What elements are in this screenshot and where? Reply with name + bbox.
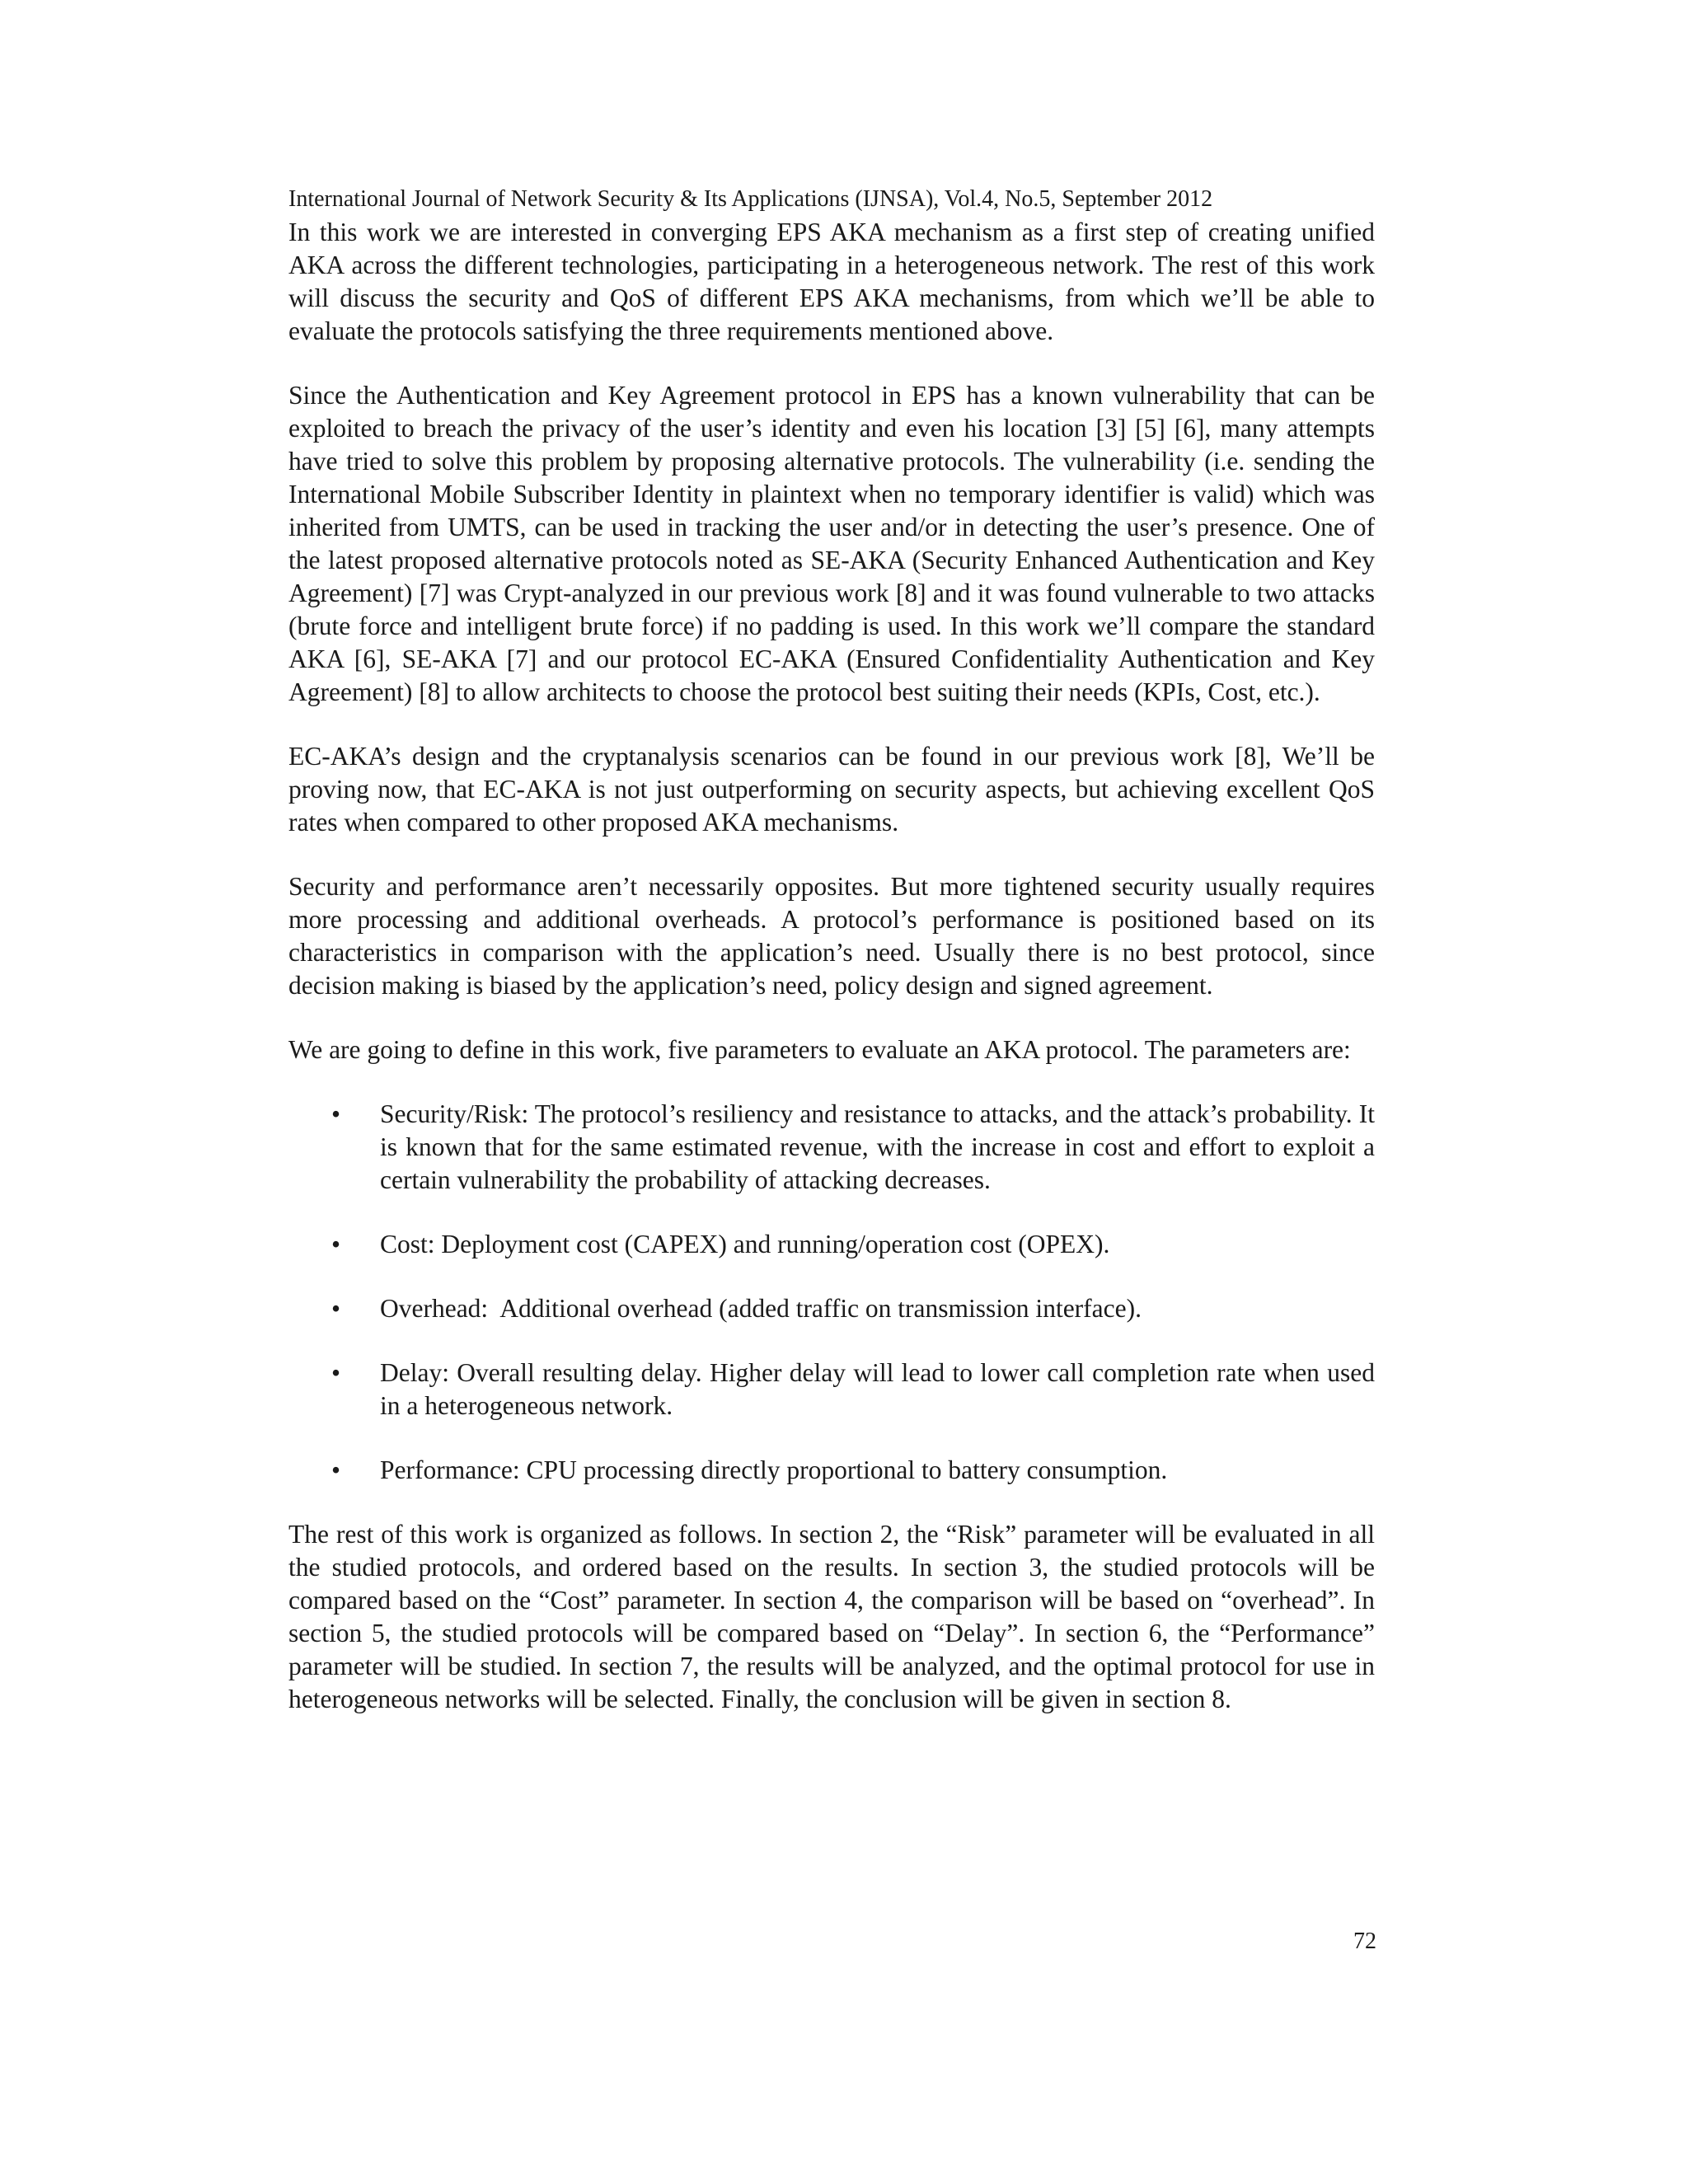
list-item bbox=[288, 1228, 1375, 1261]
paragraph-intro: In this work we are interested in converging EPS AKA mechanism as a first step of creating unified AKA across the different technologies, participating in a heterogeneous network. The rest of this work will discuss the security and QoS of different EPS AKA mechanisms, from which we’ll be able to evaluate the protocols satisfying the three requirements mentioned above. bbox=[288, 218, 1375, 345]
paragraph-security-performance: Security and performance aren’t necessarily opposites. But more tightened security usually requires more processing and additional overheads. A protocol’s performance is positioned based on its characteristics in comparison with the application’s need. Usually there is no best protocol, since decision making is biased by the application’s need, policy design and signed agreement. bbox=[288, 872, 1375, 1000]
list-item bbox=[288, 1357, 1375, 1422]
list-item bbox=[288, 1292, 1375, 1325]
bullet-icon: • bbox=[331, 1358, 341, 1387]
bullet-icon: • bbox=[331, 1099, 341, 1128]
paragraph-organization: The rest of this work is organized as follows. In section 2, the “Risk” parameter will be evaluated in all the studied protocols, and ordered based on the results. In section 3, the studied protocols will be compared based on the “Cost” parameter. In section 4, the comparison will be based on “overhead”. In section 5, the studied protocols will be compared based on “Delay”. In section 6, the “Performance” parameter will be studied. In section 7, the results will be analyzed, and the optimal protocol for use in heterogeneous networks will be selected. Finally, the conclusion will be given in section 8. bbox=[288, 1520, 1375, 1713]
list-item-text: Delay: Overall resulting delay. Higher delay will lead to lower call completion rate when used in a heterogeneous network. bbox=[380, 1358, 1375, 1420]
bullet-icon: • bbox=[331, 1230, 341, 1258]
list-item-text: Performance: CPU processing directly proportional to battery consumption. bbox=[380, 1455, 1168, 1484]
running-header: International Journal of Network Security & Its Applications (IJNSA), Vol.4, No.5, September 2012 bbox=[288, 186, 1213, 212]
list-item-text: Security/Risk: The protocol’s resiliency and resistance to attacks, and the attack’s probability. It is known that for the same estimated revenue, with the increase in cost and effort to exploit a certain vulnerability the probability of attacking decreases. bbox=[380, 1099, 1375, 1194]
list-item bbox=[288, 1454, 1375, 1487]
parameter-list bbox=[288, 1098, 1375, 1487]
bullet-icon: • bbox=[331, 1294, 341, 1323]
list-item bbox=[288, 1098, 1375, 1197]
list-item-text: Cost: Deployment cost (CAPEX) and running/operation cost (OPEX). bbox=[380, 1230, 1110, 1258]
paragraph-vulnerability: Since the Authentication and Key Agreement protocol in EPS has a known vulnerability that can be exploited to breach the privacy of the user’s identity and even his location [3] [5] [6], many attempts have tried to solve this problem by proposing alternative protocols. The vulnerability (i.e. sending the International Mobile Subscriber Identity in plaintext when no temporary identifier is valid) which was inherited from UMTS, can be used in tracking the user and/or in detecting the user’s presence. One of the latest proposed alternative protocols noted as SE-AKA (Security Enhanced Authentication and Key Agreement) [7] was Crypt-analyzed in our previous work [8] and it was found vulnerable to two attacks (brute force and intelligent brute force) if no padding is used. In this work we’ll compare the standard AKA [6], SE-AKA [7] and our protocol EC-AKA (Ensured Confidentiality Authentication and Key Agreement) [8] to allow architects to choose the protocol best suiting their needs (KPIs, Cost, etc.). bbox=[288, 381, 1375, 706]
body-text bbox=[288, 216, 1375, 1747]
list-item-text: Overhead: Additional overhead (added traffic on transmission interface). bbox=[380, 1294, 1142, 1323]
paragraph-parameters-intro: We are going to define in this work, five parameters to evaluate an AKA protocol. The parameters are: bbox=[288, 1035, 1351, 1064]
page-number: 72 bbox=[1353, 1929, 1376, 1954]
bullet-icon: • bbox=[331, 1455, 341, 1484]
paragraph-ec-aka: EC-AKA’s design and the cryptanalysis scenarios can be found in our previous work [8], We’ll be proving now, that EC-AKA is not just outperforming on security aspects, but achieving excellent QoS rates when compared to other proposed AKA mechanisms. bbox=[288, 742, 1375, 837]
